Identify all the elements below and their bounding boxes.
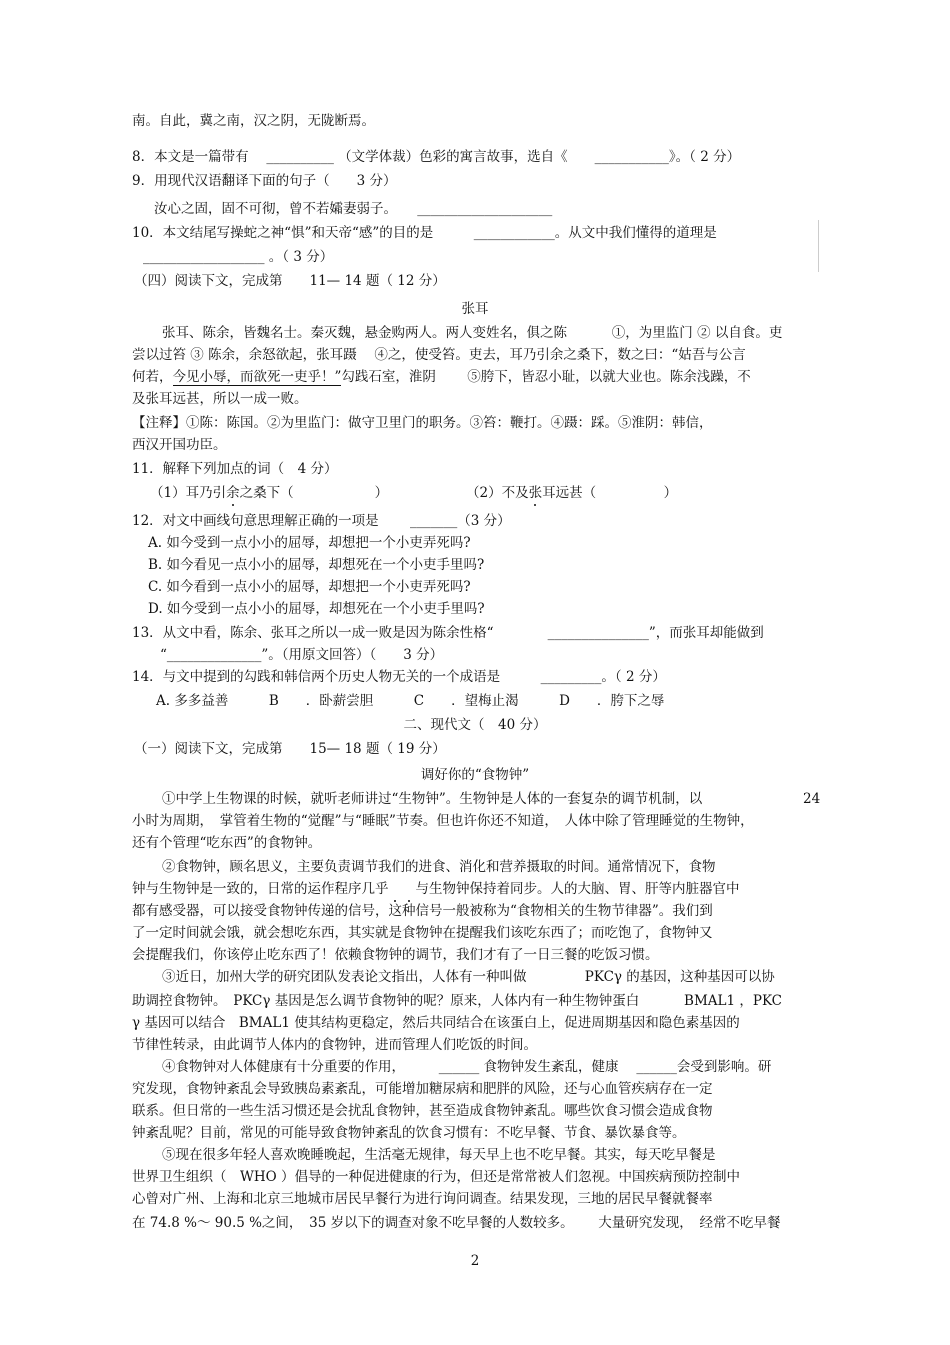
margin-rule — [818, 220, 819, 272]
article-line: 节律性转录，由此调节人体内的食物钟，进而管理人们吃饭的时间。 — [132, 1037, 537, 1053]
dotted-blank — [402, 881, 416, 897]
article-line: ③近日，加州大学的研究团队发表论文指出，人体有一种叫做 PKCγ 的基因，这种基因可以协 — [162, 969, 775, 985]
question-11-item-2: （2）不及张耳远甚（ ） — [466, 485, 678, 501]
section-2-heading: 二、现代文（ 40 分） — [403, 717, 547, 733]
article-line: 联系。但日常的一些生活习惯还是会扰乱食物钟，甚至造成食物钟紊乱。哪些饮食习惯会造成食物 — [132, 1103, 713, 1119]
question-9: 9．用现代汉语翻译下面的句子（ 3 分） — [132, 173, 397, 189]
option-c: C. 如今看到一点小小的屈辱，却想把一个小吏弄死吗? — [148, 579, 471, 595]
article-line: 都有感受器，可以接受食物钟传递的信号，这种信号一般被称为“食物相关的生物节律器”。我们到 — [132, 903, 713, 919]
article-line: 还有个管理“吃东西”的食物钟。 — [132, 835, 322, 851]
question-10: 10．本文结尾写操蛇之神“惧”和天帝“感”的目的是 ____________。从文中我们懂得的道理是 — [132, 225, 717, 241]
page-number: 2 — [470, 1253, 480, 1269]
question-11-item-1: （1）耳乃引余之桑下（ ） — [150, 485, 389, 501]
article-line: γ 基因可以结合 BMAL1 使其结构更稳定，然后共同结合在该蛋白上，促进周期基因和隐色素基因的 — [132, 1015, 740, 1031]
article-line: 钟紊乱呢？目前，常见的可能导致食物钟紊乱的饮食习惯有：不吃早餐、节食、暴饮暴食等。 — [132, 1125, 686, 1141]
passage-line: 张耳、陈余，皆魏名士。秦灭魏，悬金购两人。两人变姓名，俱之陈 ①，为里监门 ② 以自食。吏 — [162, 325, 783, 341]
article-title: 调好你的“食物钟” — [420, 767, 530, 783]
article-line: ⑤现在很多年轻人喜欢晚睡晚起，生活毫无规律，每天早上也不吃早餐。其实，每天吃早餐是 — [162, 1147, 716, 1163]
option-d: D. 如今受到一点小小的屈辱，却想死在一个小吏手里吗? — [148, 601, 485, 617]
text-line: 南。自此，冀之南，汉之阴，无陇断焉。 — [132, 113, 375, 129]
question-13: 13．从文中看，陈余、张耳之所以一成一败是因为陈余性格“ _______________”，而张耳却能做到 — [132, 625, 764, 641]
question-11: 11．解释下列加点的词（ 4 分） — [132, 461, 338, 477]
article-line: 小时为周期， 掌管着生物的“觉醒”与“睡眠”节奏。但也许你还不知道， 人体中除了管理睡觉的生物钟， — [132, 813, 754, 829]
annotation: 【注释】①陈：陈国。②为里监门：做守卫里门的职务。③笞：鞭打。④蹑：踩。⑤淮阴：韩信， — [132, 415, 713, 431]
translation-sentence: 汝心之固，固不可彻，曾不若孀妻弱子。 ____________________ — [154, 201, 553, 217]
option-b: B. 如今看见一点小小的屈辱，却想死在一个小吏手里吗? — [148, 557, 485, 573]
question-10-cont: __________________ 。（ 3 分） — [143, 249, 334, 265]
passage-line: 及张耳远甚，所以一成一败。 — [132, 391, 308, 407]
question-14-options: A. 多多益善 B ．卧薪尝胆 C ．望梅止渴 D ．胯下之辱 — [156, 693, 665, 709]
question-14: 14．与文中提到的勾践和韩信两个历史人物无关的一个成语是 _________。（ 2 分） — [132, 669, 666, 685]
question-12: 12．对文中画线句意思理解正确的一项是 _______（3 分） — [132, 513, 511, 529]
article-line: 世界卫生组织（ WHO ）倡导的一种促进健康的行为，但还是常常被人们忽视。中国疾病预防控制中 — [132, 1169, 741, 1185]
question-13-cont: “______________”。（用原文回答）（ 3 分） — [160, 647, 444, 663]
underlined-sentence: 今见小辱，而欲死一吏乎！” — [172, 369, 342, 385]
question-8: 8．本文是一篇带有 __________ （文学体裁）色彩的寓言故事，选自《 ___________》。（ 2 分） — [132, 149, 741, 165]
subsection-1-heading: （一）阅读下文，完成第 15— 18 题（ 19 分） — [134, 741, 446, 757]
dotted-blank — [389, 881, 403, 897]
annotation-cont: 西汉开国功臣。 — [132, 437, 227, 453]
article-line: 心曾对广州、上海和北京三地城市居民早餐行为进行询问调查。结果发现，三地的居民早餐就餐率 — [132, 1191, 713, 1207]
passage-line: 尝以过笞 ③ 陈余，余怒欲起，张耳蹑 ④之，使受笞。吏去，耳乃引余之桑下，数之曰：“姑吾与公言 — [132, 347, 746, 363]
article-line: 究发现，食物钟紊乱会导致胰岛素紊乱，可能增加糖尿病和肥胖的风险，还与心血管疾病存在一定 — [132, 1081, 713, 1097]
article-line: ①中学上生物课的时候，就听老师讲过“生物钟”。生物钟是人体的一套复杂的调节机制，以 — [162, 791, 703, 807]
section-4-heading: （四）阅读下文，完成第 11— 14 题（ 12 分） — [134, 273, 446, 289]
dotted-word: 余 — [226, 485, 240, 501]
article-line: 助调控食物钟。 PKCγ 基因是怎么调节食物钟的呢？原来，人体内有一种生物钟蛋白 BMAL1 ，PKC — [132, 993, 783, 1009]
article-line-end: 24 — [803, 791, 821, 807]
passage-line: 何若，今见小辱，而欲死一吏乎！”勾践石室，淮阴 ⑤胯下，皆忍小耻，以就大业也。陈余浅躁，不 — [132, 369, 751, 385]
article-line: 了一定时间就会饿，就会想吃东西，其实就是食物钟在提醒我们该吃东西了；而吃饱了，食物钟又 — [132, 925, 713, 941]
dotted-word: 张 — [528, 485, 543, 501]
article-line: 钟与生物钟是一致的，日常的运作程序几乎 与生物钟保持着同步。人的大脑、胃、肝等内脏器官中 — [132, 881, 740, 897]
option-a: A. 如今受到一点小小的屈辱，却想把一个小吏弄死吗? — [148, 535, 471, 551]
article-line: ②食物钟，顾名思义，主要负责调节我们的进食、消化和营养摄取的时间。通常情况下，食物 — [162, 859, 716, 875]
article-line: 会提醒我们，你该停止吃东西了！依赖食物钟的调节，我们才有了一日三餐的吃饭习惯。 — [132, 947, 659, 963]
article-line: 在 74.8 %～ 90.5 %之间， 35 岁以下的调查对象不吃早餐的人数较多。 大量研究发现， 经常不吃早餐 — [132, 1215, 781, 1231]
passage-title: 张耳 — [461, 301, 489, 317]
article-line: ④食物钟对人体健康有十分重要的作用， ______ 食物钟发生紊乱，健康 ______会受到影响。研 — [162, 1059, 772, 1075]
